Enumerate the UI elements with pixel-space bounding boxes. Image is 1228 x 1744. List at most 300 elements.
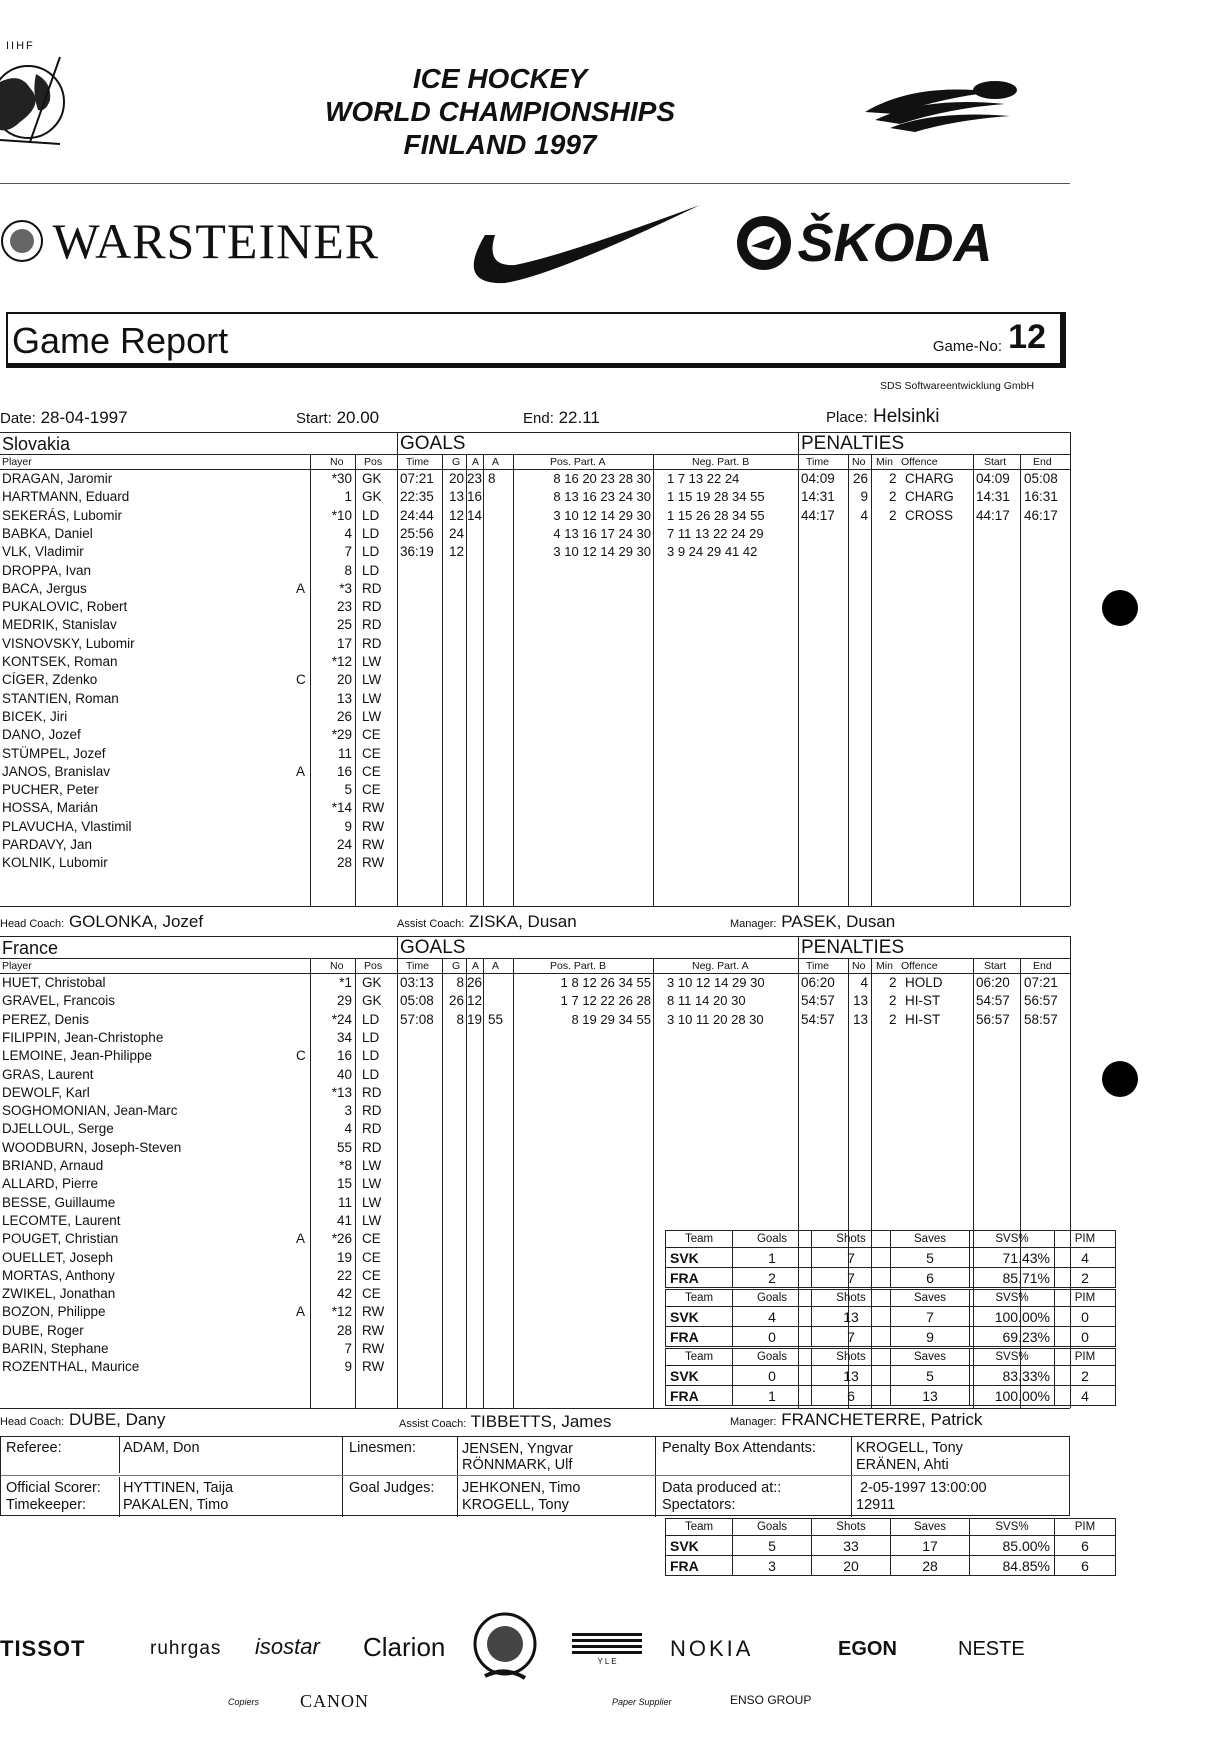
stats-cell: 5 [891, 1248, 970, 1268]
offence-col-header: Offence [901, 456, 938, 468]
start-col-header: Start [984, 456, 1007, 468]
player-number: 23 [336, 599, 352, 614]
player-name: STÜMPEL, Jozef [2, 746, 106, 761]
goal-neg-part: 8 11 14 20 30 [667, 993, 746, 1008]
goal-pos-part: 1 8 12 26 34 55 [560, 975, 651, 990]
start-label: Start: [296, 410, 332, 427]
player-name: PLAVUCHA, Vlastimil [2, 819, 132, 834]
stats-cell: 5 [733, 1536, 812, 1556]
captain-mark: C [296, 672, 306, 687]
goal-pos-part: 3 10 12 14 29 30 [553, 544, 651, 559]
manager-value: FRANCHETERRE, Patrick [781, 1410, 983, 1429]
timekeeper-label: Timekeeper: [6, 1497, 87, 1513]
player-number: 42 [336, 1286, 352, 1301]
stats-cell: 9 [891, 1327, 970, 1347]
player-name: ROZENTHAL, Maurice [2, 1359, 140, 1374]
player-number: 9 [344, 819, 352, 834]
goal-time: 22:35 [400, 489, 434, 504]
player-row [0, 709, 1070, 727]
stats-cell: 6 [1055, 1536, 1116, 1556]
player-name: MEDRIK, Stanislav [2, 617, 117, 632]
goal-pos-part: 8 13 16 23 24 30 [553, 489, 651, 504]
goal-row [0, 544, 1070, 562]
player-name: BACA, Jergus [2, 581, 87, 596]
penalty-time: 54:57 [801, 993, 835, 1008]
penalty-player-no: 9 [860, 489, 868, 504]
player-name: FILIPPIN, Jean-Christophe [2, 1030, 164, 1045]
captain-mark: C [296, 1048, 306, 1063]
stats-header-cell: Team [666, 1231, 733, 1248]
punch-hole [1102, 590, 1138, 626]
player-row [0, 691, 1070, 709]
player-position: LD [362, 526, 380, 541]
player-row [0, 617, 1070, 635]
penalty-offence: HOLD [905, 975, 943, 990]
player-position: LD [362, 1012, 380, 1027]
goal-neg-part: 3 9 24 29 41 42 [667, 544, 758, 559]
player-position: LW [362, 709, 382, 724]
assist-coach-value: TIBBETTS, James [470, 1412, 612, 1431]
head-coach-label: Head Coach: [0, 1416, 65, 1428]
place-field [826, 406, 940, 428]
min-col-header: Min [876, 456, 893, 468]
penalty-end: 58:57 [1024, 1012, 1058, 1027]
manager-value: PASEK, Dusan [781, 912, 896, 931]
penalty-time: 54:57 [801, 1012, 835, 1027]
player-position: LD [362, 508, 380, 523]
player-number: 25 [336, 617, 352, 632]
start-field [296, 408, 379, 428]
clarion-logo: Clarion [363, 1632, 446, 1662]
stats-cell: 1 [733, 1248, 812, 1268]
referee-value: ADAM, Don [123, 1440, 200, 1456]
player-number: *3 [339, 581, 352, 596]
date-value: 28-04-1997 [40, 408, 128, 427]
neg-part-header: Neg. Part. B [692, 456, 750, 468]
player-row [0, 727, 1070, 745]
assist-coach-b [399, 1412, 611, 1432]
player-position: LW [362, 1213, 382, 1228]
head-coach-a [0, 912, 203, 932]
goal-neg-part: 7 11 13 22 24 29 [667, 526, 764, 541]
end-col-header: End [1033, 456, 1052, 468]
player-row [0, 599, 1070, 617]
stats-cell: 7 [891, 1307, 970, 1327]
enso-logo: ENSO GROUP [730, 1693, 812, 1707]
player-name: DANO, Jozef [2, 727, 81, 742]
stats-cell: 6 [1055, 1556, 1116, 1576]
no-col-header: No [330, 960, 344, 972]
goal-scorer: 12 [448, 544, 464, 559]
player-number: 4 [344, 526, 352, 541]
goals-header: GOALS [400, 937, 466, 958]
isostar-logo: isostar [255, 1634, 320, 1659]
player-name: HOSSA, Marián [2, 800, 99, 815]
stats-header-cell: PIM [1055, 1349, 1116, 1366]
stats-header-cell: PIM [1055, 1231, 1116, 1248]
penalty-start: 54:57 [976, 993, 1010, 1008]
player-position: CE [362, 1231, 381, 1246]
player-position: CE [362, 1286, 381, 1301]
player-number: *13 [331, 1085, 352, 1100]
globe-icon [0, 52, 70, 147]
player-number: *14 [331, 800, 352, 815]
stats-cell: 13 [812, 1307, 891, 1327]
player-position: GK [362, 993, 382, 1008]
goal-pos-part: 3 10 12 14 29 30 [553, 508, 651, 523]
captain-mark: A [296, 1231, 306, 1246]
stats-row [666, 1268, 1116, 1288]
player-row [0, 1030, 1070, 1048]
player-name: DRAGAN, Jaromir [2, 471, 113, 486]
player-name: ALLARD, Pierre [2, 1176, 99, 1191]
egon-logo: EGON [838, 1638, 897, 1660]
player-name: CÍGER, Zdenko [2, 672, 98, 687]
stats-cell: SVK [666, 1307, 733, 1327]
penalty-offence: CHARG [905, 489, 954, 504]
player-name: LECOMTE, Laurent [2, 1213, 121, 1228]
g-col-header: G [452, 456, 461, 468]
penalty-minutes: 2 [889, 975, 897, 990]
player-row [0, 764, 1070, 782]
period-stats-table [665, 1230, 1116, 1288]
player-position: LW [362, 654, 382, 669]
goal-assist-2: 55 [488, 1012, 504, 1027]
goal-time: 25:56 [400, 526, 434, 541]
stats-header-cell: Shots [812, 1290, 891, 1307]
player-row [0, 746, 1070, 764]
player-number: *29 [331, 727, 352, 742]
player-row [0, 1140, 1070, 1158]
player-row [0, 672, 1070, 690]
player-name: LEMOINE, Jean-Philippe [2, 1048, 153, 1063]
neste-logo: NESTE [958, 1638, 1025, 1660]
pen-time-col-header: Time [806, 456, 829, 468]
player-number: 34 [336, 1030, 352, 1045]
player-name: PEREZ, Denis [2, 1012, 90, 1027]
penalty-row [0, 489, 1070, 507]
pos-part-header: Pos. Part. B [550, 960, 607, 972]
pen-no-col-header: No [852, 960, 866, 972]
player-name: POUGET, Christian [2, 1231, 119, 1246]
penalty-time: 14:31 [801, 489, 835, 504]
software-credit: SDS Softwareentwicklung GmbH [880, 380, 1035, 392]
stats-cell: 7 [812, 1248, 891, 1268]
penalty-start: 14:31 [976, 489, 1010, 504]
date-field [0, 408, 128, 428]
player-name: VLK, Vladimir [2, 544, 84, 559]
player-number: 4 [344, 1121, 352, 1136]
stats-cell: 83.33% [970, 1366, 1055, 1386]
penalty-end: 56:57 [1024, 993, 1058, 1008]
stats-cell: 7 [812, 1268, 891, 1288]
title-line-1: ICE HOCKEY [412, 63, 588, 94]
player-position: RD [362, 1103, 382, 1118]
player-position: LD [362, 544, 380, 559]
player-number: *12 [331, 654, 352, 669]
spectators-label: Spectators: [662, 1497, 736, 1513]
tissot-logo: TISSOT [0, 1636, 86, 1661]
stats-header-cell: SVS% [970, 1231, 1055, 1248]
stats-row [666, 1556, 1116, 1576]
stats-header-cell: Saves [891, 1519, 970, 1536]
player-number: 17 [336, 636, 352, 651]
player-position: GK [362, 975, 382, 990]
stats-header-cell: Saves [891, 1349, 970, 1366]
player-number: 9 [344, 1359, 352, 1374]
goal-time: 07:21 [400, 471, 434, 486]
player-name: OUELLET, Joseph [2, 1250, 114, 1265]
a-col-header: A [472, 960, 480, 972]
goal-scorer: 20 [448, 471, 464, 486]
date-label: Date: [0, 410, 36, 427]
stats-cell: FRA [666, 1386, 733, 1406]
player-number: *1 [339, 975, 352, 990]
nike-swoosh-logo [455, 195, 705, 295]
stats-row [666, 1386, 1116, 1406]
player-number: 7 [344, 1341, 352, 1356]
pen-no-col-header: No [852, 456, 866, 468]
start-value: 20.00 [336, 408, 380, 427]
stats-cell: 2 [733, 1268, 812, 1288]
scorer-label: Official Scorer: [6, 1480, 101, 1496]
player-position: LD [362, 563, 380, 578]
penalty-start: 56:57 [976, 1012, 1010, 1027]
player-row [0, 1195, 1070, 1213]
data-produced-label: Data produced at:: [662, 1480, 782, 1496]
stats-row [666, 1536, 1116, 1556]
stats-cell: 84.85% [970, 1556, 1055, 1576]
player-name: BICEK, Jiri [2, 709, 68, 724]
stats-cell: 4 [1055, 1386, 1116, 1406]
player-row [0, 1085, 1070, 1103]
penalty-player-no: 26 [852, 471, 868, 486]
stats-header-cell: PIM [1055, 1519, 1116, 1536]
stats-cell: 0 [733, 1327, 812, 1347]
stats-row [666, 1248, 1116, 1268]
goal-time: 05:08 [400, 993, 434, 1008]
team-a-section [0, 432, 1070, 906]
player-number: 40 [336, 1067, 352, 1082]
player-position: LW [362, 1176, 382, 1191]
player-number: 16 [336, 1048, 352, 1063]
head-coach-value: DUBE, Dany [68, 1410, 166, 1429]
iihf-logo [0, 40, 72, 150]
paper-supplier-label: Paper Supplier [612, 1697, 672, 1707]
goal-neg-part: 1 15 19 28 34 55 [667, 489, 765, 504]
stats-header-cell: Goals [733, 1290, 812, 1307]
player-number: 28 [336, 1323, 352, 1338]
data-produced-value: 2-05-1997 13:00:00 [860, 1480, 987, 1496]
player-position: RW [362, 855, 385, 870]
stats-cell: 2 [1055, 1366, 1116, 1386]
stats-cell: 6 [812, 1386, 891, 1406]
penalty-row [0, 1012, 1070, 1030]
stats-cell: 0 [733, 1366, 812, 1386]
stats-header-row [666, 1231, 1116, 1248]
skoda-logo [735, 212, 992, 274]
head-coach-b [0, 1410, 165, 1430]
player-position: LW [362, 1158, 382, 1173]
player-number: 3 [344, 1103, 352, 1118]
player-number: 7 [344, 544, 352, 559]
player-name: SOGHOMONIAN, Jean-Marc [2, 1103, 178, 1118]
player-number: *8 [339, 1158, 352, 1173]
penalties-header: PENALTIES [801, 433, 905, 454]
goal-time: 57:08 [400, 1012, 434, 1027]
player-name: BRIAND, Arnaud [2, 1158, 104, 1173]
coca-cola-logo [470, 1606, 540, 1686]
goal-scorer: 13 [448, 489, 464, 504]
title-line-2: WORLD CHAMPIONSHIPS [325, 96, 675, 127]
stats-cell: 17 [891, 1536, 970, 1556]
goal-scorer: 8 [456, 975, 464, 990]
player-name: HUET, Christobal [2, 975, 106, 990]
player-position: CE [362, 782, 381, 797]
player-row [0, 654, 1070, 672]
player-name: BARIN, Stephane [2, 1341, 109, 1356]
player-name: BABKA, Daniel [2, 526, 93, 541]
stats-cell: SVK [666, 1248, 733, 1268]
championship-title [250, 62, 750, 161]
player-position: RD [362, 617, 382, 632]
player-name: GRAS, Laurent [2, 1067, 94, 1082]
stats-cell: 13 [812, 1366, 891, 1386]
stats-row [666, 1327, 1116, 1347]
player-position: RW [362, 1304, 385, 1319]
player-number: 20 [336, 672, 352, 687]
time-col-header: Time [406, 960, 429, 972]
player-position: LW [362, 672, 382, 687]
goal-pos-part: 8 19 29 34 55 [571, 1012, 651, 1027]
penalty-start: 04:09 [976, 471, 1010, 486]
player-position: CE [362, 764, 381, 779]
player-position: GK [362, 489, 382, 504]
referee-label: Referee: [6, 1440, 62, 1456]
player-position: LD [362, 1030, 380, 1045]
stats-cell: 1 [733, 1386, 812, 1406]
player-position: RW [362, 1323, 385, 1338]
footer-sponsors [0, 1600, 1228, 1710]
time-col-header: Time [406, 456, 429, 468]
player-name: STANTIEN, Roman [2, 691, 119, 706]
player-number: 41 [336, 1213, 352, 1228]
stats-row [666, 1366, 1116, 1386]
penalty-minutes: 2 [889, 1012, 897, 1027]
player-position: RD [362, 1140, 382, 1155]
goals-header: GOALS [400, 433, 466, 454]
officials-box [0, 1436, 1070, 1516]
captain-mark: A [296, 764, 306, 779]
linesman-2: RÖNNMARK, Ulf [462, 1457, 573, 1473]
player-name: BESSE, Guillaume [2, 1195, 116, 1210]
penalty-start: 44:17 [976, 508, 1010, 523]
warsteiner-logo [0, 212, 379, 270]
stats-cell: 85.71% [970, 1268, 1055, 1288]
penalty-offence: HI-ST [905, 1012, 941, 1027]
player-position: RW [362, 800, 385, 815]
penalty-player-no: 13 [852, 993, 868, 1008]
player-name: PUKALOVIC, Robert [2, 599, 128, 614]
player-position: RD [362, 581, 382, 596]
player-row [0, 1067, 1070, 1085]
stats-cell: 5 [891, 1366, 970, 1386]
player-name: HARTMANN, Eduard [2, 489, 130, 504]
penalty-minutes: 2 [889, 993, 897, 1008]
pba-1: KROGELL, Tony [856, 1440, 963, 1456]
total-stats-table [665, 1518, 1116, 1576]
penalty-end: 07:21 [1024, 975, 1058, 990]
stats-cell: 13 [891, 1386, 970, 1406]
player-position: RD [362, 1121, 382, 1136]
player-number: 16 [336, 764, 352, 779]
goal-row [0, 526, 1070, 544]
goal-scorer: 24 [448, 526, 464, 541]
stats-cell: 69.23% [970, 1327, 1055, 1347]
goal-time: 36:19 [400, 544, 434, 559]
player-position: RD [362, 636, 382, 651]
g-col-header: G [452, 960, 461, 972]
stats-header-cell: Shots [812, 1349, 891, 1366]
spectators-value: 12911 [856, 1497, 896, 1513]
penalty-end: 46:17 [1024, 508, 1058, 523]
player-number: 5 [344, 782, 352, 797]
skoda-emblem-icon [735, 214, 793, 272]
player-position: RD [362, 599, 382, 614]
goal-assist-2: 8 [488, 471, 496, 486]
penalty-minutes: 2 [889, 471, 897, 486]
neg-part-header: Neg. Part. A [692, 960, 749, 972]
player-row [0, 819, 1070, 837]
player-number: 15 [336, 1176, 352, 1191]
player-number: 13 [336, 691, 352, 706]
penalty-row [0, 993, 1070, 1011]
end-label: End: [523, 410, 554, 427]
stats-cell: FRA [666, 1556, 733, 1576]
a-col-header: A [472, 456, 480, 468]
player-name: DUBE, Roger [2, 1323, 84, 1338]
captain-mark: A [296, 1304, 306, 1319]
place-label: Place: [826, 409, 868, 426]
pen-time-col-header: Time [806, 960, 829, 972]
player-number: *26 [331, 1231, 352, 1246]
player-position: LW [362, 1195, 382, 1210]
stats-header-cell: Saves [891, 1290, 970, 1307]
penalty-offence: CROSS [905, 508, 954, 523]
player-name: PUCHER, Peter [2, 782, 99, 797]
team-name: Slovakia [2, 434, 71, 454]
penalty-player-no: 4 [860, 508, 868, 523]
player-position: RD [362, 1085, 382, 1100]
stats-cell: FRA [666, 1327, 733, 1347]
pos-col-header: Pos [364, 456, 383, 468]
stats-cell: 3 [733, 1556, 812, 1576]
penalty-minutes: 2 [889, 489, 897, 504]
stats-header-cell: Goals [733, 1349, 812, 1366]
player-position: CE [362, 1250, 381, 1265]
player-position: LD [362, 1048, 380, 1063]
team-name: France [2, 938, 59, 958]
goal-scorer: 26 [448, 993, 464, 1008]
player-number: 29 [336, 993, 352, 1008]
stats-cell: 71.43% [970, 1248, 1055, 1268]
penalty-end: 05:08 [1024, 471, 1058, 486]
offence-col-header: Offence [901, 960, 938, 972]
player-position: RW [362, 837, 385, 852]
stats-cell: 0 [1055, 1327, 1116, 1347]
player-name: PARDAVY, Jan [2, 837, 93, 852]
goal-neg-part: 3 10 12 14 29 30 [667, 975, 765, 990]
